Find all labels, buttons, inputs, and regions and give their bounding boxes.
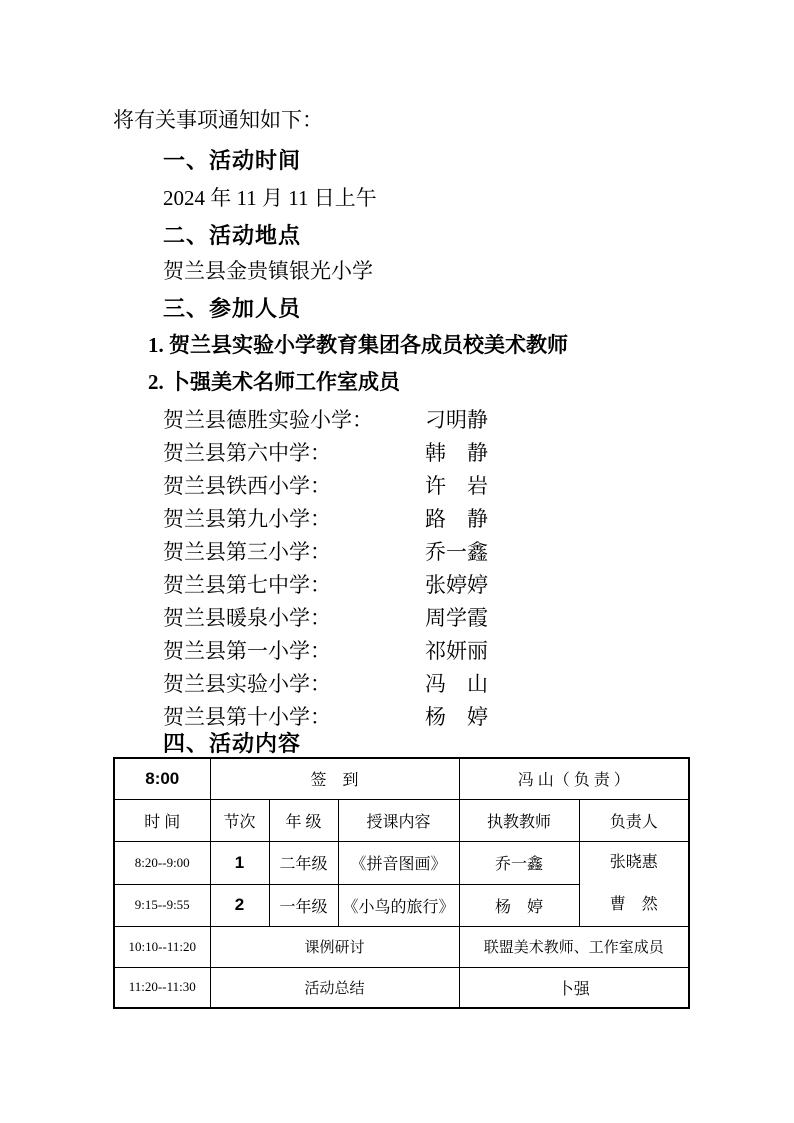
lesson1-content-cell: 《拼音图画》 xyxy=(338,841,459,885)
lesson1-period-cell: 1 xyxy=(210,841,269,885)
section4-heading: 四、活动内容 xyxy=(163,731,302,756)
section1-heading: 一、活动时间 xyxy=(163,148,302,173)
member-row xyxy=(163,437,603,470)
member-school: 贺兰县第十小学： xyxy=(163,705,331,729)
member-school: 贺兰县第三小学： xyxy=(163,540,331,564)
signin-time-cell: 8:00 xyxy=(114,758,210,799)
lesson2-teacher-cell: 杨 婷 xyxy=(459,885,579,927)
col-header-period: 节次 xyxy=(210,799,269,841)
member-row xyxy=(163,668,603,701)
participants-item-2: 2. 卜强美术名师工作室成员 xyxy=(148,370,400,394)
signin-activity-cell: 签 到 xyxy=(210,758,459,799)
member-name: 韩 静 xyxy=(425,441,488,465)
col-header-leader: 负责人 xyxy=(579,799,689,841)
col-header-grade: 年 级 xyxy=(269,799,338,841)
leader-name: 张晓惠 xyxy=(609,853,658,871)
member-row xyxy=(163,569,603,602)
summary-time-cell: 11:20--11:30 xyxy=(114,967,210,1008)
member-row xyxy=(163,404,603,437)
member-name: 杨 婷 xyxy=(425,705,488,729)
lesson2-period-cell: 2 xyxy=(210,885,269,927)
member-school: 贺兰县暖泉小学： xyxy=(163,606,331,630)
summary-activity-cell: 活动总结 xyxy=(210,967,459,1008)
member-name: 路 静 xyxy=(425,507,488,531)
leader-name: 曹 然 xyxy=(609,895,658,913)
lesson2-content-cell: 《小鸟的旅行》 xyxy=(338,885,459,927)
table-row-signin xyxy=(114,758,689,799)
member-school: 贺兰县铁西小学： xyxy=(163,474,331,498)
col-header-time: 时 间 xyxy=(114,799,210,841)
member-school: 贺兰县德胜实验小学： xyxy=(163,408,373,432)
member-school: 贺兰县实验小学： xyxy=(163,672,331,696)
col-header-content: 授课内容 xyxy=(338,799,459,841)
intro-line: 将有关事项通知如下： xyxy=(113,108,323,132)
lesson1-time-cell: 8:20--9:00 xyxy=(114,841,210,885)
member-name: 刁明静 xyxy=(425,408,488,432)
lesson2-grade-cell: 一年级 xyxy=(269,885,338,927)
col-header-teacher: 执教教师 xyxy=(459,799,579,841)
participants-item-1: 1. 贺兰县实验小学教育集团各成员校美术教师 xyxy=(148,333,568,357)
section3-heading: 三、参加人员 xyxy=(163,296,302,321)
member-name: 冯 山 xyxy=(425,672,488,696)
member-row xyxy=(163,503,603,536)
section2-heading: 二、活动地点 xyxy=(163,223,302,248)
lesson1-grade-cell: 二年级 xyxy=(269,841,338,885)
leaders-merged-cell xyxy=(579,841,689,926)
member-name: 乔一鑫 xyxy=(425,540,488,564)
schedule-table xyxy=(113,757,690,1009)
member-school: 贺兰县第七中学： xyxy=(163,573,331,597)
member-name: 张婷婷 xyxy=(425,573,488,597)
lesson2-time-cell: 9:15--9:55 xyxy=(114,885,210,927)
discussion-owner-cell: 联盟美术教师、工作室成员 xyxy=(459,926,689,967)
summary-owner-cell: 卜强 xyxy=(459,967,689,1008)
table-row-summary xyxy=(114,967,689,1008)
table-row-lesson-1 xyxy=(114,841,689,885)
discussion-activity-cell: 课例研讨 xyxy=(210,926,459,967)
member-row xyxy=(163,602,603,635)
member-school: 贺兰县第一小学： xyxy=(163,639,331,663)
member-school: 贺兰县第六中学： xyxy=(163,441,331,465)
section1-body: 2024 年 11 月 11 日上午 xyxy=(163,186,377,210)
schedule-table-wrap xyxy=(113,757,690,1009)
member-row xyxy=(163,470,603,503)
member-list xyxy=(163,404,603,734)
signin-owner-cell: 冯 山（ 负 责 ） xyxy=(459,758,689,799)
table-row-discussion xyxy=(114,926,689,967)
member-name: 许 岩 xyxy=(425,474,488,498)
member-name: 周学霞 xyxy=(425,606,488,630)
lesson1-teacher-cell: 乔一鑫 xyxy=(459,841,579,885)
member-name: 祁妍丽 xyxy=(425,639,488,663)
member-row xyxy=(163,635,603,668)
section2-body: 贺兰县金贵镇银光小学 xyxy=(163,259,373,283)
member-school: 贺兰县第九小学： xyxy=(163,507,331,531)
discussion-time-cell: 10:10--11:20 xyxy=(114,926,210,967)
member-row xyxy=(163,536,603,569)
table-header-row xyxy=(114,799,689,841)
